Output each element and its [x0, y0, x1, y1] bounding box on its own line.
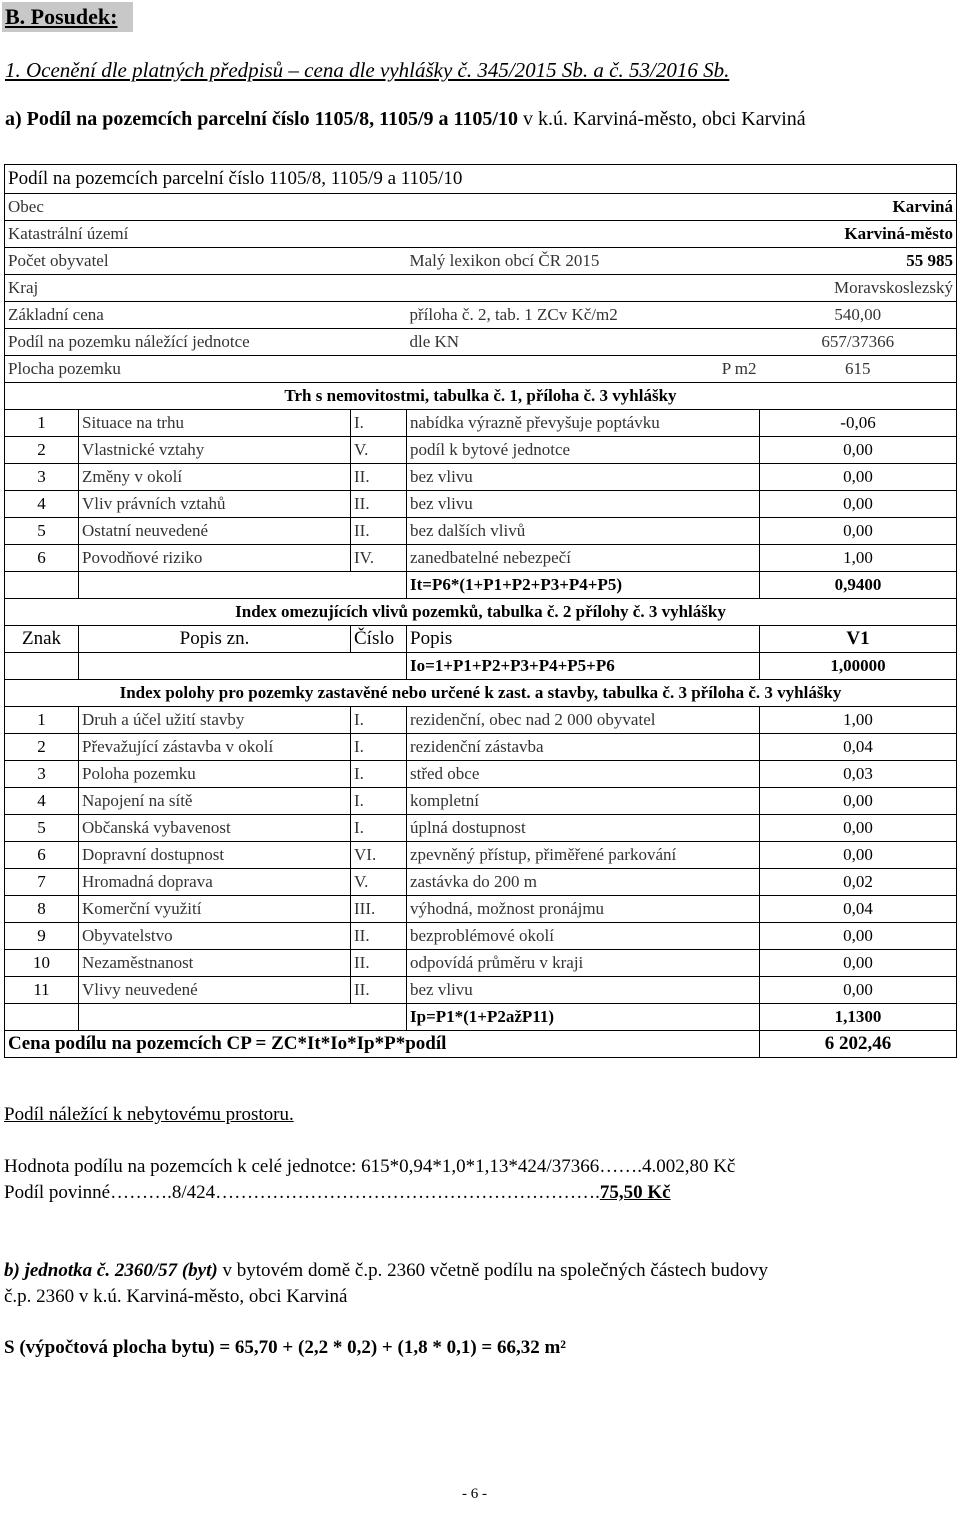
- subsection-b-italic: b) jednotka č. 2360/57 (byt): [4, 1260, 218, 1281]
- row-description: bez dalších vlivů: [407, 518, 760, 545]
- info-value: Moravskoslezský: [760, 275, 957, 302]
- row-value: 0,00: [760, 518, 957, 545]
- row-description: střed obce: [407, 761, 760, 788]
- row-value: 0,00: [760, 491, 957, 518]
- info-label: Základní cena: [5, 302, 407, 329]
- row-name: Obyvatelstvo: [79, 923, 351, 950]
- subsection-b-rest: v bytovém domě č.p. 2360 včetně podílu na společných částech budovy: [217, 1260, 769, 1281]
- row-grade: V.: [351, 437, 407, 464]
- row-grade: I.: [351, 761, 407, 788]
- empty-cell: [79, 572, 407, 599]
- cena-label: Cena podílu na pozemcích CP = ZC*It*Io*Ip*P*podíl: [5, 1031, 760, 1058]
- row-description: rezidenční zástavba: [407, 734, 760, 761]
- page-number: - 6 -: [462, 1486, 487, 1502]
- trh-row: [5, 491, 957, 518]
- col-popis: Popis: [407, 626, 760, 653]
- row-name: Nezaměstnanost: [79, 950, 351, 977]
- polohy-row: [5, 761, 957, 788]
- row-name: Ostatní neuvedené: [79, 518, 351, 545]
- polohy-row: [5, 788, 957, 815]
- podil-povinne-value: 75,50 Kč: [599, 1182, 671, 1203]
- subsection-a: [5, 108, 806, 131]
- info-source: [407, 221, 760, 248]
- ip-value: 1,1300: [760, 1004, 957, 1031]
- row-grade: II.: [351, 950, 407, 977]
- subsection-b: [4, 1260, 768, 1282]
- row-description: zastávka do 200 m: [407, 869, 760, 896]
- row-value: 0,00: [760, 950, 957, 977]
- row-number: 3: [5, 464, 79, 491]
- row-grade: II.: [351, 923, 407, 950]
- row-description: bezproblémové okolí: [407, 923, 760, 950]
- row-name: Povodňové riziko: [79, 545, 351, 572]
- row-name: Poloha pozemku: [79, 761, 351, 788]
- row-value: 0,00: [760, 464, 957, 491]
- info-source: Malý lexikon obcí ČR 2015: [407, 248, 760, 275]
- row-name: Změny v okolí: [79, 464, 351, 491]
- row-value: 0,00: [760, 923, 957, 950]
- row-number: 6: [5, 842, 79, 869]
- row-value: 1,00: [760, 545, 957, 572]
- row-description: bez vlivu: [407, 977, 760, 1004]
- total-row: [5, 1031, 957, 1058]
- row-value: -0,06: [760, 410, 957, 437]
- section-row: [5, 680, 957, 707]
- row-value: 0,02: [760, 869, 957, 896]
- info-label: Podíl na pozemku náležící jednotce: [5, 329, 407, 356]
- polohy-title: Index polohy pro pozemky zastavěné nebo určené k zast. a stavby, tabulka č. 3 příloha č. 3 vyhlášky: [5, 680, 957, 707]
- polohy-row: [5, 896, 957, 923]
- row-value: 0,00: [760, 977, 957, 1004]
- empty-cell: [5, 1004, 79, 1031]
- trh-row: [5, 545, 957, 572]
- info-label: Plocha pozemku: [5, 356, 407, 383]
- info-row: [5, 329, 957, 356]
- row-number: 5: [5, 815, 79, 842]
- row-name: Převažující zástavba v okolí: [79, 734, 351, 761]
- row-number: 1: [5, 410, 79, 437]
- polohy-row: [5, 923, 957, 950]
- info-row: [5, 356, 957, 383]
- subsection-a-bold: a) Podíl na pozemcích parcelní číslo 1105/8, 1105/9 a 1105/10: [5, 108, 518, 130]
- row-name: Dopravní dostupnost: [79, 842, 351, 869]
- info-label: Obec: [5, 194, 407, 221]
- info-row: [5, 248, 957, 275]
- vypocet-plochy: S (výpočtová plocha bytu) = 65,70 + (2,2 * 0,2) + (1,8 * 0,1) = 66,32 m²: [4, 1337, 566, 1358]
- row-grade: II.: [351, 518, 407, 545]
- col-znak: Znak: [5, 626, 79, 653]
- row-number: 11: [5, 977, 79, 1004]
- io-formula: Io=1+P1+P2+P3+P4+P5+P6: [407, 653, 760, 680]
- col-v1: V1: [760, 626, 957, 653]
- row-number: 2: [5, 437, 79, 464]
- section-row: [5, 383, 957, 410]
- empty-cell: [79, 653, 407, 680]
- col-cislo: Číslo: [351, 626, 407, 653]
- empty-cell: [79, 1004, 407, 1031]
- row-name: Vliv právních vztahů: [79, 491, 351, 518]
- section-row: [5, 599, 957, 626]
- row-grade: II.: [351, 464, 407, 491]
- row-name: Druh a účel užití stavby: [79, 707, 351, 734]
- row-name: Hromadná doprava: [79, 869, 351, 896]
- row-name: Občanská vybavenost: [79, 815, 351, 842]
- subsection-b-line2: č.p. 2360 v k.ú. Karviná-město, obci Karviná: [4, 1286, 348, 1307]
- info-value: Karviná: [760, 194, 957, 221]
- info-source: dle KN: [407, 329, 760, 356]
- row-value: 0,00: [760, 437, 957, 464]
- row-value: 0,00: [760, 842, 957, 869]
- polohy-row: [5, 734, 957, 761]
- row-description: úplná dostupnost: [407, 815, 760, 842]
- row-number: 6: [5, 545, 79, 572]
- row-number: 1: [5, 707, 79, 734]
- info-value: 540,00: [760, 302, 957, 329]
- formula-row: [5, 1004, 957, 1031]
- info-source: příloha č. 2, tab. 1 ZCv Kč/m2: [407, 302, 760, 329]
- row-number: 9: [5, 923, 79, 950]
- trh-row: [5, 518, 957, 545]
- section-title: B. Posudek:: [2, 2, 133, 32]
- trh-title: Trh s nemovitostmi, tabulka č. 1, příloha č. 3 vyhlášky: [5, 383, 957, 410]
- table-header: Podíl na pozemcích parcelní číslo 1105/8, 1105/9 a 1105/10: [5, 165, 957, 194]
- info-value: 55 985: [760, 248, 957, 275]
- row-description: bez vlivu: [407, 491, 760, 518]
- trh-row: [5, 464, 957, 491]
- col-popis-zn: Popis zn.: [79, 626, 351, 653]
- info-value: 615: [760, 356, 957, 383]
- hodnota-line: Hodnota podílu na pozemcích k celé jednotce: 615*0,94*1,0*1,13*424/37366…….4.002,80 Kč: [4, 1156, 736, 1177]
- info-label: Počet obyvatel: [5, 248, 407, 275]
- row-number: 2: [5, 734, 79, 761]
- info-value: 657/37366: [760, 329, 957, 356]
- row-grade: II.: [351, 977, 407, 1004]
- cena-value: 6 202,46: [760, 1031, 957, 1058]
- row-number: 4: [5, 788, 79, 815]
- row-name: Napojení na sítě: [79, 788, 351, 815]
- row-description: zanedbatelné nebezpečí: [407, 545, 760, 572]
- info-source: [407, 275, 760, 302]
- info-row: [5, 221, 957, 248]
- row-value: 0,00: [760, 815, 957, 842]
- row-grade: IV.: [351, 545, 407, 572]
- row-grade: I.: [351, 734, 407, 761]
- subtitle: 1. Ocenění dle platných předpisů – cena dle vyhlášky č. 345/2015 Sb. a č. 53/2016 Sb.: [5, 58, 730, 82]
- row-number: 3: [5, 761, 79, 788]
- ip-formula: Ip=P1*(1+P2ažP11): [407, 1004, 760, 1031]
- row-value: 0,03: [760, 761, 957, 788]
- info-row: [5, 275, 957, 302]
- polohy-row: [5, 815, 957, 842]
- podil-povinne-prefix: Podíl povinné……….8/424…………………………………………………….: [4, 1182, 600, 1203]
- row-grade: II.: [351, 491, 407, 518]
- row-description: odpovídá průměru v kraji: [407, 950, 760, 977]
- info-label: Katastrální území: [5, 221, 407, 248]
- row-description: nabídka výrazně převyšuje poptávku: [407, 410, 760, 437]
- info-value: Karviná-město: [760, 221, 957, 248]
- trh-row: [5, 410, 957, 437]
- polohy-row: [5, 950, 957, 977]
- row-grade: I.: [351, 410, 407, 437]
- row-description: kompletní: [407, 788, 760, 815]
- row-grade: I.: [351, 707, 407, 734]
- formula-row: [5, 653, 957, 680]
- row-value: 0,00: [760, 788, 957, 815]
- row-grade: III.: [351, 896, 407, 923]
- it-formula: It=P6*(1+P1+P2+P3+P4+P5): [407, 572, 760, 599]
- row-number: 8: [5, 896, 79, 923]
- row-number: 4: [5, 491, 79, 518]
- row-description: zpevněný přístup, přiměřené parkování: [407, 842, 760, 869]
- row-description: bez vlivu: [407, 464, 760, 491]
- row-name: Situace na trhu: [79, 410, 351, 437]
- row-name: Vlivy neuvedené: [79, 977, 351, 1004]
- io-value: 1,00000: [760, 653, 957, 680]
- polohy-row: [5, 707, 957, 734]
- polohy-row: [5, 869, 957, 896]
- row-grade: I.: [351, 788, 407, 815]
- subsection-a-rest: v k.ú. Karviná-město, obci Karviná: [517, 108, 806, 130]
- polohy-row: [5, 842, 957, 869]
- empty-cell: [5, 653, 79, 680]
- podil-nalezici: Podíl náležící k nebytovému prostoru.: [4, 1104, 294, 1125]
- info-row: [5, 194, 957, 221]
- row-description: podíl k bytové jednotce: [407, 437, 760, 464]
- row-name: Vlastnické vztahy: [79, 437, 351, 464]
- row-value: 1,00: [760, 707, 957, 734]
- row-value: 0,04: [760, 734, 957, 761]
- it-value: 0,9400: [760, 572, 957, 599]
- row-grade: V.: [351, 869, 407, 896]
- row-value: 0,04: [760, 896, 957, 923]
- table-header-row: [5, 165, 957, 194]
- row-description: výhodná, možnost pronájmu: [407, 896, 760, 923]
- omez-header-row: [5, 626, 957, 653]
- valuation-table: [4, 164, 957, 1058]
- empty-cell: [5, 572, 79, 599]
- podil-povinne: [4, 1182, 671, 1204]
- row-grade: VI.: [351, 842, 407, 869]
- row-number: 10: [5, 950, 79, 977]
- info-label: Kraj: [5, 275, 407, 302]
- polohy-row: [5, 977, 957, 1004]
- row-number: 7: [5, 869, 79, 896]
- row-number: 5: [5, 518, 79, 545]
- row-name: Komerční využití: [79, 896, 351, 923]
- omez-title: Index omezujících vlivů pozemků, tabulka č. 2 přílohy č. 3 vyhlášky: [5, 599, 957, 626]
- row-description: rezidenční, obec nad 2 000 obyvatel: [407, 707, 760, 734]
- trh-row: [5, 437, 957, 464]
- info-row: [5, 302, 957, 329]
- formula-row: [5, 572, 957, 599]
- row-grade: I.: [351, 815, 407, 842]
- info-source: [407, 194, 760, 221]
- info-source: P m2: [407, 356, 760, 383]
